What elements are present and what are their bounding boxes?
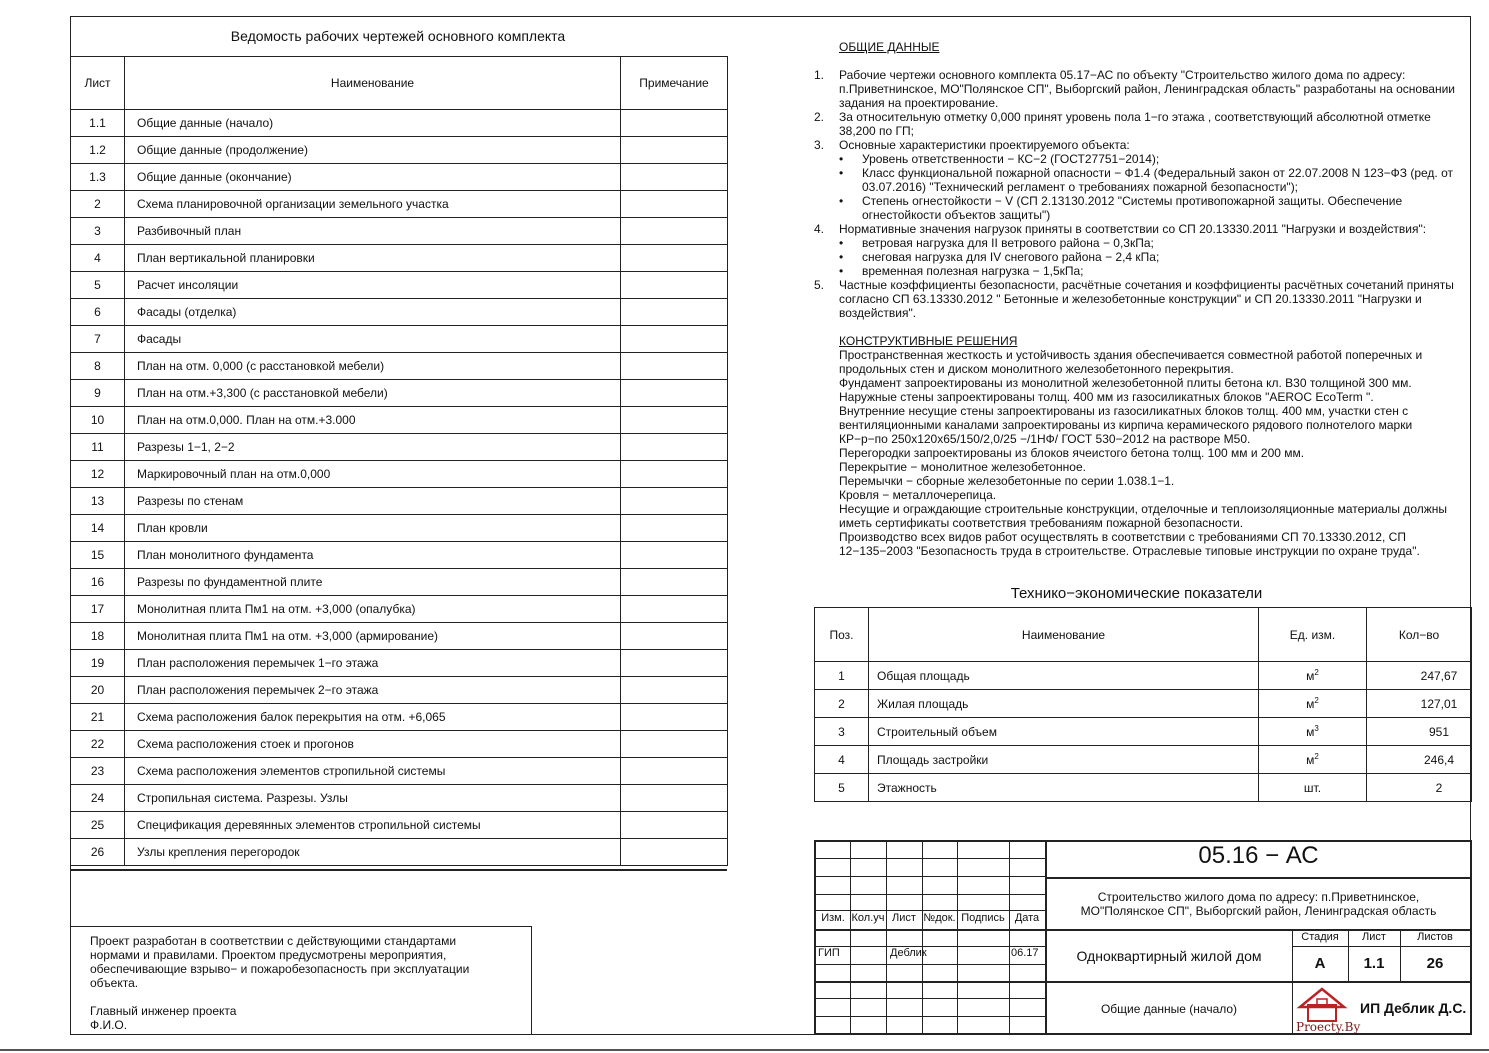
row-sheet: 18 [71,623,125,650]
gd-item-number: 4. [814,222,825,236]
tep-unit-exponent: 3 [1314,724,1319,733]
address-line-2: МО"Полянское СП", Выборгский район, Ленинградская область [1080,904,1437,918]
drawing-list-table [70,56,728,866]
row-sheet: 1.1 [71,110,125,137]
row-name: План на отм.+3,300 (с расстановкой мебели) [125,380,621,407]
row-sheet: 7 [71,326,125,353]
row-note [621,839,728,866]
row-note [621,704,728,731]
gd-paragraph: Наружные стены запроектированы толщ. 400 мм из газосиликатных блоков "AEROC EcoTerm ". [839,390,1374,404]
notes-line [90,990,520,1004]
tep-header-pos: Поз. [815,608,869,662]
tep-name: Строительный объем [869,718,1259,746]
tep-name: Площадь застройки [869,746,1259,774]
stage-label: Стадия [1301,931,1339,943]
drawing-list-row [71,353,728,380]
tep-pos: 1 [815,662,869,690]
row-sheet: 23 [71,758,125,785]
row-sheet: 25 [71,812,125,839]
row-sheet: 20 [71,677,125,704]
row-sheet: 6 [71,299,125,326]
row-sheet: 11 [71,434,125,461]
row-note [621,623,728,650]
notes-line: обеспечивающие взрыво− и пожаробезопасность при эксплуатации [90,962,470,976]
header-sheet: Лист [71,57,125,110]
row-note [621,245,728,272]
row-sheet: 21 [71,704,125,731]
row-note [621,380,728,407]
drawing-list-row [71,191,728,218]
tep-row [815,746,1472,774]
row-note [621,299,728,326]
general-data [814,40,1459,558]
sheet-value: 1.1 [1363,955,1385,972]
row-name: Разрезы по стенам [125,488,621,515]
row-name: Схема планировочной организации земельного участка [125,191,621,218]
row-name: Схема расположения стоек и прогонов [125,731,621,758]
row-name: План монолитного фундамента [125,542,621,569]
row-sheet: 24 [71,785,125,812]
row-name: Маркировочный план на отм.0,000 [125,461,621,488]
object-name: Одноквартирный жилой дом [1076,948,1262,964]
drawing-list-row [71,839,728,866]
row-name: Монолитная плита Пм1 на отм. +3,000 (опалубка) [125,596,621,623]
gd-item-5 [814,278,1459,320]
tep-unit [1259,718,1367,746]
project-code: 05.16 − АС [1198,842,1319,869]
gd-item-text: Рабочие чертежи основного комплекта 05.17−АС по объекту "Строительство жилого дома по адресу: п.Приветнинское, МО"Полянское СП", Выборгский район, Ленинградская область" разработаны на основании задания на проектирование. [839,68,1456,110]
tep-header [815,608,1472,662]
row-note [621,677,728,704]
drawing-list-row [71,515,728,542]
drawing-list-row [71,542,728,569]
sheets-value: 26 [1426,955,1444,972]
row-name: Стропильная система. Разрезы. Узлы [125,785,621,812]
row-note [621,137,728,164]
gd-bullet: • снеговая нагрузка для IV снегового района − 2,4 кПа; [814,250,1459,264]
tep-pos: 2 [815,690,869,718]
row-name: Разрезы по фундаментной плите [125,569,621,596]
list-bottom-line [70,869,727,871]
gd-item-number: 2. [814,110,825,124]
tep-name: Жилая площадь [869,690,1259,718]
tep-unit-exponent: 2 [1314,668,1319,677]
gd-paragraph: Внутренние несущие стены запроектированы из газосиликатных блоков толщ. 400 мм, участки стен с вентиляционными каналами запроектированы из кирпича керамического рядового полнотелого марки КР−р−по 250х120х65/150/2,0/25 −/1НФ/ ГОСТ 530−2012 на растворе М50. [839,404,1413,446]
row-sheet: 1.3 [71,164,125,191]
row-note [621,407,728,434]
drawing-list-row [71,812,728,839]
notes-line: Проект разработан в соответствии с действующими стандартами [90,934,457,948]
row-name: Схема расположения балок перекрытия на отм. +6,065 [125,704,621,731]
gd-bullet: • ветровая нагрузка для II ветрового района − 0,3кПа; [814,236,1459,250]
drawing-list-row [71,137,728,164]
drawing-list-row [71,461,728,488]
drawing-list-row [71,299,728,326]
tep-unit-text: шт. [1303,780,1322,795]
notes-line: Главный инженер проекта [90,1004,237,1018]
address-line-1: Строительство жилого дома по адресу: п.Приветнинское, [1097,890,1420,904]
gd-paragraph: Фундамент запроектированы из монолитной железобетонной плиты бетона кл. В30 толщиной 300 мм. [839,376,1412,390]
notes-line: объекта. [90,976,139,990]
row-note [621,596,728,623]
tep-unit-text: м [1306,725,1315,739]
row-sheet: 17 [71,596,125,623]
row-note [621,272,728,299]
col-list: Лист [892,912,916,924]
tep-unit-text: м [1306,669,1315,683]
col-data: Дата [1014,912,1040,924]
row-note [621,569,728,596]
company-name: ИП Деблик Д.С. [1360,1000,1467,1016]
row-sheet: 14 [71,515,125,542]
tep-unit-text: м [1306,697,1315,711]
tep-unit-exponent: 2 [1314,696,1319,705]
gd-item [814,138,1459,152]
tep-pos: 4 [815,746,869,774]
tep-qty: 951 [1367,718,1472,746]
row-note [621,434,728,461]
row-note [621,353,728,380]
structural-solutions-heading: КОНСТРУКТИВНЫЕ РЕШЕНИЯ [839,334,1018,348]
tep-unit [1259,690,1367,718]
general-data-heading: ОБЩИЕ ДАННЫЕ [839,40,940,54]
tep-qty: 246,4 [1367,746,1472,774]
tep-header-qty: Кол−во [1367,608,1472,662]
row-sheet: 12 [71,461,125,488]
drawing-list-row [71,434,728,461]
gd-bullet: • Класс функциональной пожарной опасности − Ф1.4 (Федеральный закон от 22.07.2008 N 123−ФЗ (ред. от 03.07.2016) "Технический регламент о требованиях пожарной безопасности"); [814,166,1459,194]
drawing-list-row [71,272,728,299]
gd-item-text: Нормативные значения нагрузок приняты в соответствии со СП 20.13330.2011 "Нагрузки и воздействия": [839,222,1427,236]
company-logo [1294,985,1364,1033]
tep-name: Этажность [869,774,1259,802]
row-note [621,515,728,542]
drawing-list-row [71,326,728,353]
gd-paragraph: Производство всех видов работ осуществлять в соответствии с требованиями СП 70.13330.2012, СП 12−135−2003 "Безопасность труда в строительстве. Отраслевые типовые инструкции по охране труда". [839,530,1420,558]
tep-unit-exponent: 2 [1314,752,1319,761]
col-podp: Подпись [961,912,1005,924]
drawing-list-row [71,488,728,515]
row-sheet: 10 [71,407,125,434]
gd-item [814,110,1459,138]
row-note [621,812,728,839]
gd-bullet: • временная полезная нагрузка − 1,5кПа; [814,264,1459,278]
gd-paragraph: Перегородки запроектированы из блоков ячеистого бетона толщ. 100 мм и 200 мм. [839,446,1305,460]
row-note [621,758,728,785]
drawing-list-row [71,650,728,677]
row-note [621,488,728,515]
row-sheet: 13 [71,488,125,515]
row-name: План расположения перемычек 2−го этажа [125,677,621,704]
drawing-list-row [71,677,728,704]
drawing-list-row [71,110,728,137]
row-sheet: 15 [71,542,125,569]
gip-label: ГИП [818,947,840,959]
row-note [621,110,728,137]
row-name: План вертикальной планировки [125,245,621,272]
row-sheet: 3 [71,218,125,245]
row-name: План на отм. 0,000 (с расстановкой мебели) [125,353,621,380]
logo-text: Proecty.By [1296,1020,1361,1033]
sheet-bottom-edge [0,1049,1489,1051]
row-name: Разбивочный план [125,218,621,245]
header-note: Примечание [621,57,728,110]
row-sheet: 16 [71,569,125,596]
tep-unit-text: м [1306,753,1315,767]
drawing-list-title: Ведомость рабочих чертежей основного комплекта [230,28,566,44]
col-izm: Изм. [821,912,845,924]
row-name: Общие данные (начало) [125,110,621,137]
row-name: План кровли [125,515,621,542]
tep-qty: 247,67 [1367,662,1472,690]
tep-unit [1259,662,1367,690]
drawing-list-header [71,57,728,110]
drawing-list-body [71,110,728,866]
row-name: Спецификация деревянных элементов стропильной системы [125,812,621,839]
gd-item-number: 3. [814,138,825,152]
drawing-list-row [71,623,728,650]
row-name: План на отм.0,000. План на отм.+3.000 [125,407,621,434]
gd-paragraph: Перекрытие − монолитное железобетонное. [839,460,1086,474]
gd-item-text: Частные коэффициенты безопасности, расчётные сочетания и коэффициенты расчётных сочетаний приняты согласно СП 63.13330.2012 " Бетонные и железобетонные конструкции" и СП 20.13330.2011 "Нагрузки и воздействия". [839,278,1454,320]
drawing-list-row [71,164,728,191]
row-name: План расположения перемычек 1−го этажа [125,650,621,677]
notes-text [90,934,520,1032]
tep-unit [1259,774,1367,802]
drawing-list-row [71,407,728,434]
stage-value: А [1314,955,1326,972]
col-ndok: №док. [923,912,956,924]
tep-row [815,662,1472,690]
row-note [621,650,728,677]
tep-header-name: Наименование [869,608,1259,662]
row-note [621,326,728,353]
row-name: Общие данные (окончание) [125,164,621,191]
row-name: Узлы крепления перегородок [125,839,621,866]
drawing-list-row [71,731,728,758]
gd-paragraph: Кровля − металлочерепица. [839,488,997,502]
row-sheet: 2 [71,191,125,218]
tep-pos: 5 [815,774,869,802]
gip-name: Деблик [890,947,927,959]
tep-row [815,718,1472,746]
row-sheet: 1.2 [71,137,125,164]
drawing-list-row [71,758,728,785]
gd-paragraph: Пространственная жесткость и устойчивость здания обеспечивается совместной работой поперечных и продольных стен и диском монолитного железобетонного перекрытия. [839,348,1423,376]
tep-pos: 3 [815,718,869,746]
sheet-name: Общие данные (начало) [1100,1002,1238,1016]
drawing-list-row [71,596,728,623]
notes-line: Ф.И.О. [90,1018,128,1032]
gd-paragraph: Несущие и ограждающие строительные конструкции, отделочные и теплоизоляционные материалы должны иметь сертификаты соответствия требованиям пожарной безопасности. [839,502,1448,530]
gd-item [814,68,1459,110]
gd-bullet: • Уровень ответственности − КС−2 (ГОСТ27751−2014); [814,152,1459,166]
tep-header-unit: Ед. изм. [1259,608,1367,662]
drawing-list-row [71,785,728,812]
gd-item-number: 1. [814,68,825,82]
row-note [621,191,728,218]
row-sheet: 8 [71,353,125,380]
row-note [621,164,728,191]
drawing-list-row [71,704,728,731]
row-name: Фасады [125,326,621,353]
row-name: Разрезы 1−1, 2−2 [125,434,621,461]
row-sheet: 22 [71,731,125,758]
row-name: Схема расположения элементов стропильной системы [125,758,621,785]
row-name: Монолитная плита Пм1 на отм. +3,000 (армирование) [125,623,621,650]
gd-item-text: За относительную отметку 0,000 принят уровень пола 1−го этажа , соответствующий абсолютной отметке 38,200 по ГП; [839,110,1431,138]
tep-table [814,607,1472,802]
row-note [621,461,728,488]
row-sheet: 5 [71,272,125,299]
header-name: Наименование [125,57,621,110]
row-note [621,542,728,569]
row-sheet: 4 [71,245,125,272]
gd-item-text: Основные характеристики проектируемого объекта: [839,138,1130,152]
row-note [621,218,728,245]
row-note [621,731,728,758]
row-name: Фасады (отделка) [125,299,621,326]
row-name: Общие данные (продолжение) [125,137,621,164]
tep-qty: 2 [1367,774,1472,802]
gd-paragraph: Перемычки − сборные железобетонные по серии 1.038.1−1. [839,474,1175,488]
row-note [621,785,728,812]
tep-qty: 127,01 [1367,690,1472,718]
sheets-label: Листов [1417,931,1453,943]
drawing-list-row [71,245,728,272]
notes-line: нормами и правилами. Проектом предусмотрены мероприятия, [90,948,447,962]
drawing-list-row [71,380,728,407]
col-kol: Кол.уч [851,912,885,924]
gd-item-4 [814,222,1459,236]
project-address [1046,890,1471,918]
sheet-label: Лист [1362,931,1386,943]
tep-name: Общая площадь [869,662,1259,690]
tep-row [815,690,1472,718]
row-sheet: 9 [71,380,125,407]
gip-date: 06.17 [1011,947,1039,959]
gd-item-number: 5. [814,278,825,292]
tep-body [815,662,1472,802]
drawing-list-row [71,218,728,245]
tep-title: Технико−экономические показатели [1010,585,1263,602]
gd-bullet: • Степень огнестойкости − V (СП 2.13130.2012 "Системы противопожарной защиты. Обеспечение огнестойкости объектов защиты") [814,194,1459,222]
tep-unit [1259,746,1367,774]
drawing-list-row [71,569,728,596]
row-name: Расчет инсоляции [125,272,621,299]
row-sheet: 19 [71,650,125,677]
tep-row [815,774,1472,802]
row-sheet: 26 [71,839,125,866]
